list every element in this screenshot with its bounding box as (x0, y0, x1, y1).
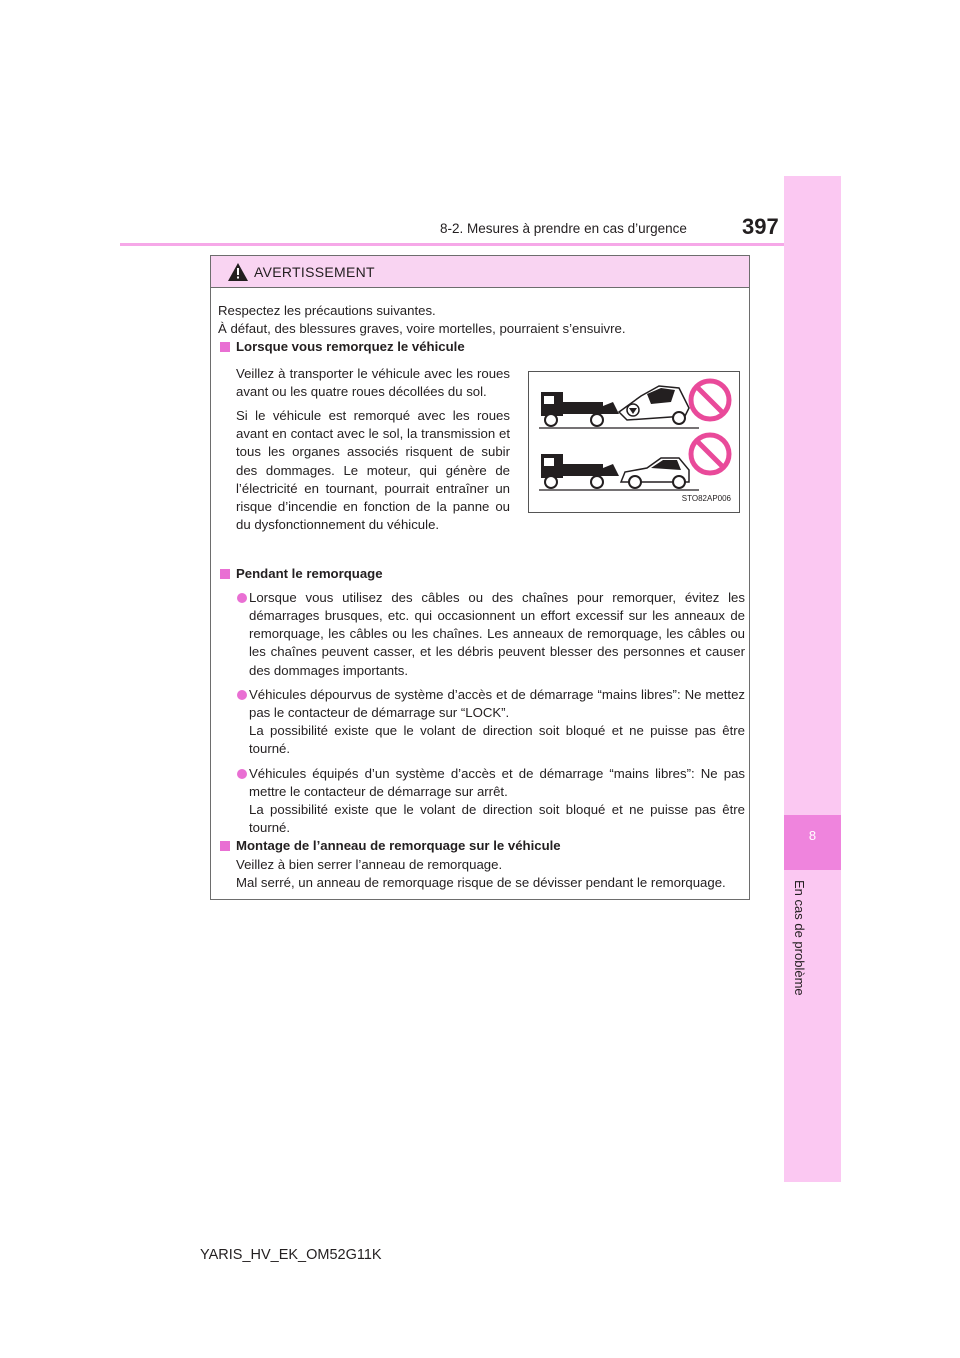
section-heading-during-towing (218, 565, 745, 583)
warning-content (218, 302, 745, 892)
towing-paragraph-1: Veillez à transporter le véhicule avec les roues avant ou les quatre roues décollées du sol. (236, 365, 510, 399)
section-heading-towing (218, 338, 745, 356)
chapter-tab-number: 8 (808, 828, 817, 843)
page-number: 397 (742, 214, 779, 239)
section-heading-tow-eyelet-text: Montage de l’anneau de remorquage sur le véhicule (236, 838, 561, 854)
square-bullet-icon (220, 569, 230, 579)
tow-eyelet-paragraph-1: Veillez à bien serrer l’anneau de remorquage. (236, 856, 503, 872)
footer-code: YARIS_HV_EK_OM52G11K (200, 1247, 382, 1263)
warning-header (211, 256, 749, 288)
towing-text (236, 365, 510, 535)
bullet-item-cables (218, 589, 745, 680)
bullet-smart-key-note: La possibilité existe que le volant de direction soit bloqué et ne puisse pas être tourné. (249, 802, 745, 836)
warning-intro-1: Respectez les précautions suivantes. (218, 303, 436, 318)
warning-box (210, 255, 750, 900)
bullet-cables-text: Lorsque vous utilisez des câbles ou des chaînes pour remorquer, évitez les démarrages brusques, etc. qui occasionnent un effort excessif sur les anneaux de remorquage, les câbles ou les chaînes. Les anneaux de remorquage, les câbles ou les chaînes peuvent casser, et les débris peuvent blesser des personnes et causer des dommages importants. (249, 589, 745, 678)
section-heading-tow-eyelet (218, 837, 745, 855)
warning-intro-2: À défaut, des blessures graves, voire mortelles, pourraient s’ensuivre. (218, 321, 626, 337)
towing-illustration (528, 371, 740, 513)
warning-title: AVERTISSEMENT (254, 264, 375, 280)
square-bullet-icon (220, 342, 230, 352)
square-bullet-icon (220, 841, 230, 851)
chapter-tab-title: En cas de problème (792, 880, 807, 996)
round-bullet-icon (237, 690, 247, 700)
round-bullet-icon (237, 769, 247, 779)
towing-paragraph-2: Si le véhicule est remorqué avec les roues avant en contact avec le sol, la transmission et tous les organes associés risquent de subir des dommages. Le moteur, qui génère de l’électricité en tournant, pourrait entraîner un risque d’incendie en fonction de la panne ou du dysfonctionnement du véhicule. (236, 408, 510, 533)
bullet-no-smart-key-note: La possibilité existe que le volant de direction soit bloqué et ne puisse pas être tourné. (249, 723, 745, 757)
bullet-item-no-smart-key (218, 686, 745, 759)
header-rule (120, 243, 840, 246)
section-heading-during-towing-text: Pendant le remorquage (236, 565, 383, 581)
round-bullet-icon (237, 593, 247, 603)
figure-code: STO82AP006 (681, 494, 731, 504)
warning-triangle-icon (228, 263, 248, 281)
towing-section-body (218, 365, 745, 565)
bullet-smart-key-text: Véhicules équipés d’un système d’accès et de démarrage “mains libres”: Ne pas mettre le contacteur de démarrage sur arrêt. (249, 765, 745, 799)
bullet-no-smart-key-text: Véhicules dépourvus de système d’accès et de démarrage “mains libres”: Ne mettez pas le contacteur de démarrage sur “LOCK”. (249, 686, 745, 721)
chapter-header: 8-2. Mesures à prendre en cas d’urgence (440, 221, 687, 236)
bullet-item-smart-key (218, 765, 745, 838)
section-heading-towing-text: Lorsque vous remorquez le véhicule (236, 339, 465, 355)
tow-eyelet-body (218, 856, 745, 892)
tow-eyelet-paragraph-2: Mal serré, un anneau de remorquage risque de se dévisser pendant le remorquage. (236, 874, 726, 890)
